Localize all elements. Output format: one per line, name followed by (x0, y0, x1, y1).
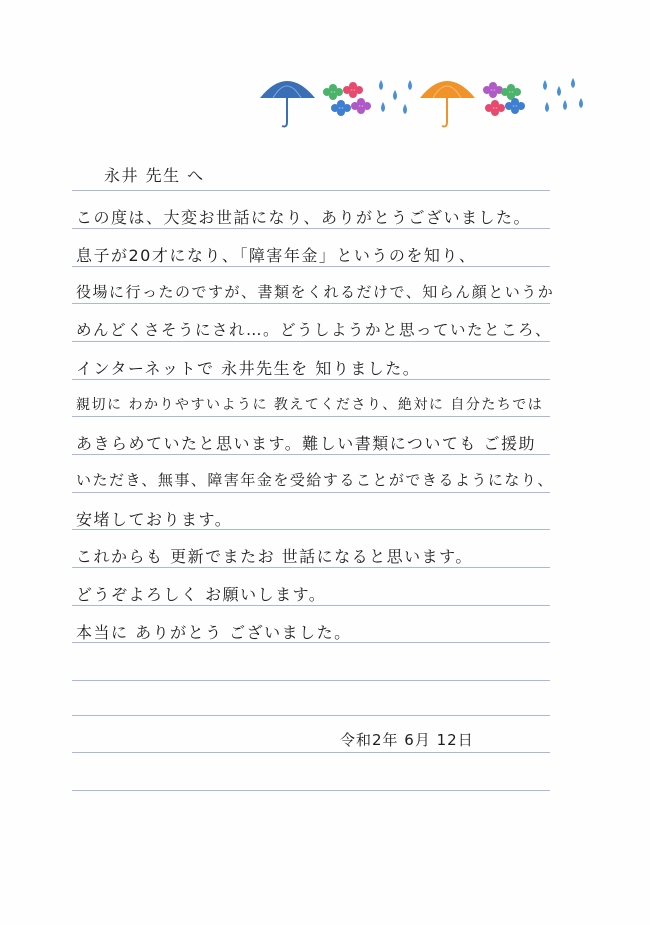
ruled-line (72, 416, 550, 417)
flower-icon (323, 82, 371, 116)
ruled-line (72, 680, 550, 681)
letter-line: 息子が20才になり、「障害年金」というのを知り、 (76, 246, 477, 265)
ruled-line (72, 379, 550, 380)
letter-line: 安堵しております。 (76, 510, 233, 529)
ruled-line (72, 752, 550, 753)
letter-line: いただき、無事、障害年金を受給することができるようになり、 (76, 471, 554, 489)
salutation: 永井 先生 へ (104, 166, 205, 185)
ruled-line (72, 567, 550, 568)
ruled-line (72, 492, 550, 493)
letter-line: この度は、大変お世話になり、ありがとうございました。 (76, 208, 532, 227)
letter-line: めんどくさそうにされ…。どうしようかと思っていたところ、 (76, 321, 553, 339)
umbrella-icon (420, 81, 475, 127)
letter-line: これからも 更新でまたお 世話になると思います。 (76, 547, 473, 566)
ruled-line (72, 190, 550, 191)
letter-line: インターネットで 永井先生を 知りました。 (76, 359, 421, 378)
ruled-line (72, 790, 550, 791)
letter-date: 令和2年 6月 12日 (340, 731, 474, 749)
letter-line: 役場に行ったのですが、書類をくれるだけで、知らん顔というか (76, 283, 555, 301)
letter-line: 本当に ありがとう ございました。 (76, 623, 352, 642)
ruled-line (72, 228, 550, 229)
flower-icon (483, 82, 525, 116)
letter-line: あきらめていたと思います。難しい書類についても ご援助 (76, 434, 536, 453)
ruled-line (72, 303, 550, 304)
ruled-line (72, 605, 550, 606)
ruled-line (72, 341, 550, 342)
umbrella-icon (260, 81, 315, 127)
rain-decoration (255, 62, 600, 132)
ruled-line (72, 266, 550, 267)
ruled-line (72, 454, 550, 455)
letter-line: どうぞよろしく お願いします。 (76, 585, 327, 604)
raindrop-icon (543, 78, 583, 112)
ruled-line (72, 715, 550, 716)
raindrop-icon (379, 80, 412, 114)
letter-line: 親切に わかりやすいように 教えてくださり、絶対に 自分たちでは (76, 397, 544, 413)
